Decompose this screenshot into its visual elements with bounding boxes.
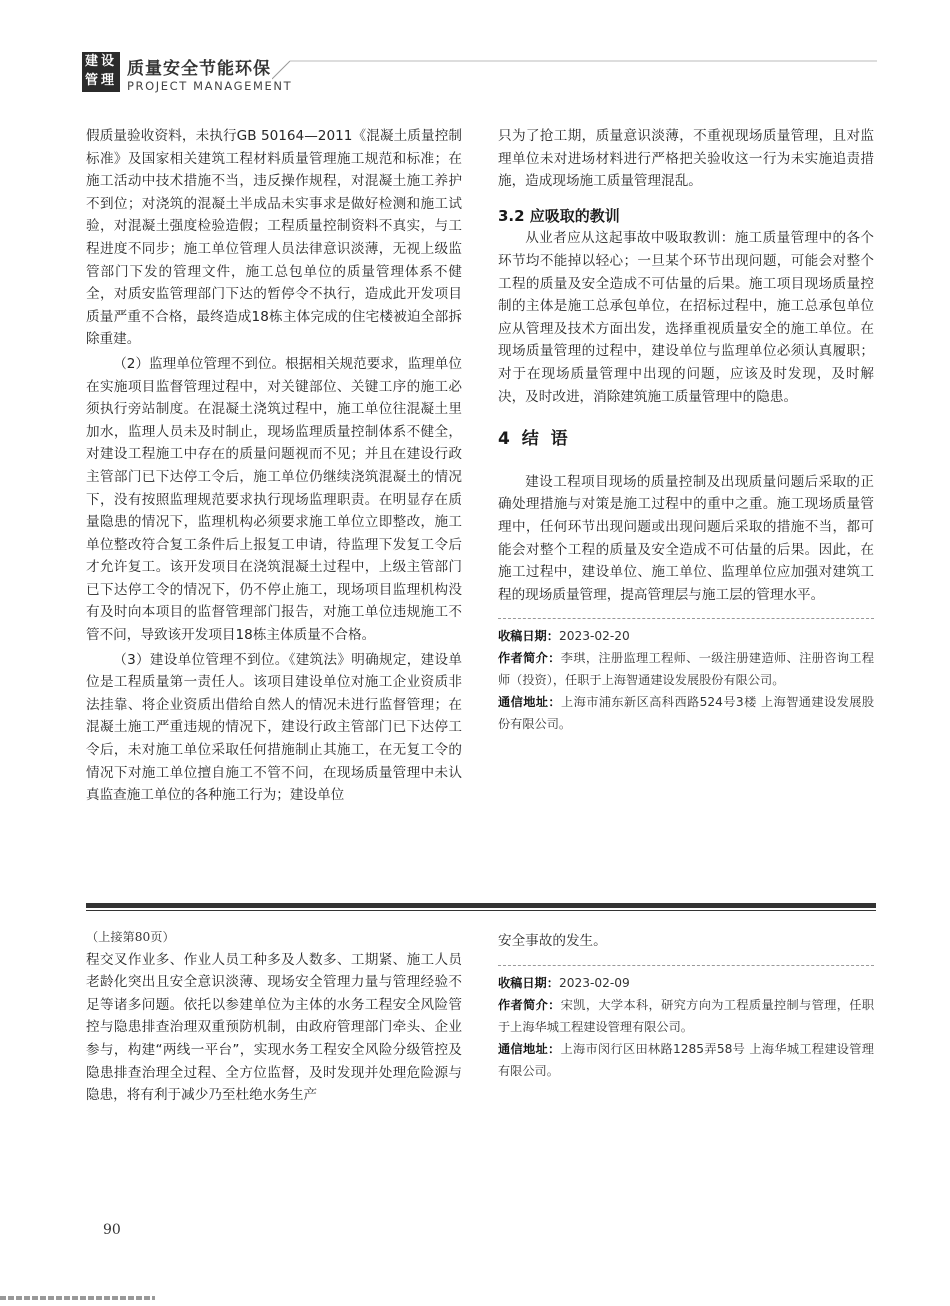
paragraph: 从业者应从这起事故中吸取教训：施工质量管理中的各个环节均不能掉以轻心；一旦某个环节出现问题，可能会对整个工程的质量及安全造成不可估量的后果。施工项目现场质量控制的主体是施工总承包单位，在招标过程中，施工总承包单位应从管理及技术方面出发，选择重视质量安全的施工单位。在现场质量管理的过程中，建设单位与监理单位必须认真履职；对于在现场质量管理中出现的问题，应该及时发现，及时解决，及时改进，消除建筑施工质量管理中的隐患。 [498,230,874,405]
author-bio: 作者简介：宋凯，大学本科，研究方向为工程质量控制与管理，任职于上海华城工程建设管理有限公司。 [498,997,875,1034]
paragraph: 假质量验收资料，未执行GB 50164—2011《混凝土质量控制标准》及国家相关建筑工程材料质量管理施工规范和标准；在施工活动中技术措施不当，违反操作规程，对混凝土施工养护不到位；对浇筑的混凝土半成品未实事求是做好检测和施工试验，对混凝土强度检验造假；工程质量控制资料不真实，与工程进度不同步；施工单位管理人员法律意识淡薄，无视上级监管部门下发的管理文件，施工总包单位的质量管理体系不健全，对质安监管理部门下达的暂停令不执行，造成此开发项目质量严重不合格，最终造成18栋主体完成的住宅楼被迫全部拆除重建。 [86,128,462,348]
received-date: 收稿日期：2023-02-20 [498,629,630,644]
mailing-address: 通信地址：上海市浦东新区高科西路524号3楼 上海智通建设发展股份有限公司。 [498,695,875,732]
section-title: 质量安全节能环保 [127,59,271,79]
author-bio: 作者简介：李琪，注册监理工程师、一级注册建造师、注册咨询工程师（投资），任职于上海智通建设发展股份有限公司。 [498,651,875,688]
section-divider [86,903,876,908]
continued-article-right [498,930,874,1082]
header-rule [272,60,877,80]
paragraph: （2）监理单位管理不到位。根据相关规范要求，监理单位在实施项目监督管理过程中，对关键部位、关键工序的施工必须执行旁站制度。在混凝土浇筑过程中，施工单位往混凝土里加水，监理人员未及时制止，现场监理质量控制体系不健全，对建设工程施工中存在的质量问题视而不见；并且在建设行政主管部门已下达停工令后，施工单位仍继续浇筑混凝土的情况下，没有按照监理规范要求执行现场监理职责。在明显存在质量隐患的情况下，监理机构必须要求施工单位立即整改，施工单位整改符合复工条件后上报复工申请，待监理下发复工令后才允许复工。该开发项目在浇筑混凝土过程中，上级主管部门已下达停工令的情况下，仍不停止施工，现场项目监理机构没有及时向本项目的监督管理部门报告，对施工单位违规施工不管不问，导致该开发项目18栋主体质量不合格。 [86,355,462,644]
continued-from-note: （上接第80页） [86,930,175,944]
section-heading-3-2: 3.2 应吸取的教训 [498,206,620,225]
received-date: 收稿日期：2023-02-09 [498,975,630,990]
paragraph: 只为了抢工期，质量意识淡薄，不重视现场质量管理，且对监理单位未对进场材料进行严格把关验收这一行为未实施追责措施，造成现场施工质量管理混乱。 [498,128,874,190]
logo-line-2: 管理 [84,73,117,88]
section-heading-4: 4 结 语 [498,429,571,450]
article-meta [498,625,874,735]
section-divider-thin [86,910,876,911]
article-meta [498,972,874,1082]
mailing-address: 通信地址：上海市闵行区田林路1285弄58号 上海华城工程建设管理有限公司。 [498,1041,874,1078]
dashed-divider [498,965,874,966]
paragraph: 安全事故的发生。 [498,933,607,949]
paragraph: （3）建设单位管理不到位。《建筑法》明确规定，建设单位是工程质量第一责任人。该项目建设单位对施工企业资质非法挂靠、将企业资质出借给自然人的情况未进行监督管理；在混凝土施工严重违规的情况下，建设行政主管部门已下达停工令后，未对施工单位采取任何措施制止其施工，在无复工令的情况下对施工单位擅自施工不管不问，在现场质量管理中未认真监查施工单位的各种施工行为；建设单位 [86,651,462,804]
section-subtitle: PROJECT MANAGEMENT [127,79,293,93]
left-column [86,125,462,807]
paragraph: 建设工程项目现场的质量控制及出现质量问题后采取的正确处理措施与对策是施工过程中的重中之重。施工现场质量管理中，任何环节出现问题或出现问题后采取的措施不当，都可能会对整个工程的质量及安全造成不可估量的后果。因此，在施工过程中，建设单位、施工单位、监理单位应加强对建筑工程的现场质量管理，提高管理层与施工层的管理水平。 [498,473,874,603]
page-header [82,48,877,98]
dashed-divider [498,618,874,619]
journal-logo [82,52,120,92]
paragraph: 程交叉作业多、作业人员工种多及人数多、工期紧、施工人员老龄化突出且安全意识淡薄、现场安全管理力量与管理经验不足等诸多问题。依托以参建单位为主体的水务工程安全风险管控与隐患排查治理双重预防机制，由政府管理部门牵头、企业参与，构建“两线一平台”，实现水务工程安全风险分级管控及隐患排查治理全过程、全方位监督，及时发现并处理危险源与隐患，将有利于减少乃至杜绝水务生产 [86,951,462,1104]
footer-decoration [0,1296,155,1300]
continued-article-left [86,926,462,1107]
page-number: 90 [103,1222,121,1238]
logo-line-1: 建设 [84,54,117,69]
right-column [498,125,874,735]
